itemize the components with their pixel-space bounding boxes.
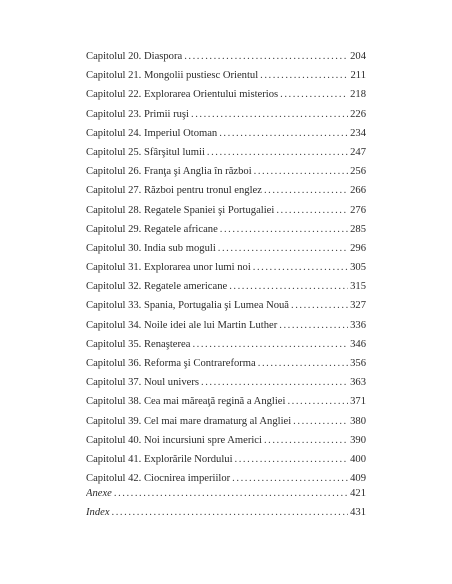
dot-leader: [207, 147, 348, 158]
dot-leader: [260, 70, 348, 81]
chapter-title: Capitolul 24. Imperiul Otoman: [86, 127, 218, 139]
dot-leader: [112, 507, 349, 518]
chapter-title: Capitolul 41. Explorările Nordului: [86, 453, 233, 465]
chapter-page-number: 256: [350, 166, 366, 178]
dot-leader: [229, 281, 348, 292]
chapter-entry: [86, 224, 366, 243]
chapter-title: Capitolul 38. Cea mai măreaţă regină a Angliei: [86, 396, 286, 408]
chapter-entry: [86, 185, 366, 204]
dot-leader: [184, 51, 348, 62]
dot-leader: [191, 109, 348, 120]
chapter-entry: [86, 377, 366, 396]
chapter-page-number: 409: [350, 473, 366, 485]
dot-leader: [293, 416, 348, 427]
chapter-page-number: 211: [350, 70, 366, 82]
annex-list: [86, 488, 366, 526]
chapter-entry: [86, 435, 366, 454]
chapter-page-number: 266: [350, 185, 366, 197]
chapter-title: Capitolul 36. Reforma şi Contrareforma: [86, 358, 256, 369]
chapter-page-number: 327: [350, 300, 366, 312]
chapter-page-number: 371: [350, 396, 366, 408]
chapter-title: Capitolul 20. Diaspora: [86, 51, 183, 62]
chapter-page-number: 247: [350, 146, 366, 158]
annex-entry: [86, 488, 366, 507]
annex-title: Anexe: [86, 488, 112, 499]
dot-leader: [280, 89, 348, 100]
dot-leader: [279, 320, 348, 331]
chapter-entry: [86, 128, 366, 147]
chapter-entry: [86, 166, 366, 185]
dot-leader: [232, 473, 348, 484]
chapter-page-number: 400: [350, 453, 366, 465]
chapter-entry: [86, 281, 366, 300]
chapter-page-number: 356: [350, 358, 366, 369]
annex-title: Index: [86, 507, 110, 519]
chapter-page-number: 305: [350, 262, 366, 274]
dot-leader: [218, 243, 348, 254]
chapter-title: Capitolul 26. Franţa şi Anglia în război: [86, 166, 252, 178]
chapter-title: Capitolul 33. Spania, Portugalia şi Lumea Nouă: [86, 300, 290, 312]
chapter-entry: [86, 205, 366, 224]
chapter-page-number: 363: [350, 377, 366, 389]
dot-leader: [253, 262, 348, 273]
dot-leader: [264, 435, 348, 446]
chapter-entry: [86, 147, 366, 166]
chapter-entry: [86, 70, 366, 89]
chapter-page-number: 390: [350, 434, 366, 446]
chapter-title: Capitolul 35. Renaşterea: [86, 338, 191, 350]
dot-leader: [192, 339, 348, 350]
chapter-entry: [86, 243, 366, 262]
chapter-entry: [86, 320, 366, 339]
dot-leader: [264, 185, 348, 196]
chapter-entry: [86, 109, 366, 128]
dot-leader: [220, 224, 348, 235]
chapter-title: Capitolul 27. Război pentru tronul englez: [86, 185, 262, 197]
chapter-title: Capitolul 39. Cel mai mare dramaturg al Angliei: [86, 415, 292, 427]
chapter-title: Capitolul 28. Regatele Spaniei şi Portugaliei: [86, 204, 275, 216]
chapter-title: Capitolul 30. India sub moguli: [86, 242, 216, 254]
chapter-title: Capitolul 25. Sfârşitul lumii: [86, 146, 205, 158]
dot-leader: [201, 377, 348, 388]
dot-leader: [254, 166, 348, 177]
dot-leader: [276, 205, 348, 216]
chapter-entry: [86, 339, 366, 358]
chapter-entry: [86, 396, 366, 415]
chapter-title: Capitolul 42. Ciocnirea imperiilor: [86, 473, 231, 485]
chapter-title: Capitolul 34. Noile idei ale lui Martin Luther: [86, 319, 278, 331]
chapter-page-number: 234: [350, 127, 366, 139]
dot-leader: [291, 300, 348, 311]
dot-leader: [258, 358, 348, 369]
annex-page-number: 431: [350, 507, 366, 519]
chapter-page-number: 315: [350, 281, 366, 293]
chapter-entry: [86, 416, 366, 435]
chapter-page-number: 336: [350, 319, 366, 331]
table-of-contents: [86, 51, 366, 492]
dot-leader: [235, 454, 349, 465]
annex-entry: [86, 507, 366, 526]
chapter-title: Capitolul 32. Regatele americane: [86, 281, 228, 293]
chapter-title: Capitolul 31. Explorarea unor lumi noi: [86, 262, 251, 274]
chapter-page-number: 285: [350, 223, 366, 235]
chapter-entry: [86, 358, 366, 377]
chapter-title: Capitolul 40. Noi incursiuni spre Americi: [86, 434, 262, 446]
chapter-entry: [86, 51, 366, 70]
chapter-title: Capitolul 23. Primii ruşi: [86, 108, 189, 120]
chapter-page-number: 346: [350, 338, 366, 350]
chapter-entry: [86, 454, 366, 473]
chapter-page-number: 380: [350, 415, 366, 427]
dot-leader: [219, 128, 348, 139]
dot-leader: [114, 488, 348, 499]
chapter-page-number: 218: [350, 89, 366, 101]
annex-page-number: 421: [350, 488, 366, 499]
chapter-title: Capitolul 29. Regatele africane: [86, 223, 218, 235]
chapter-entry: [86, 262, 366, 281]
chapter-page-number: 204: [350, 51, 366, 62]
dot-leader: [287, 396, 348, 407]
chapter-page-number: 296: [350, 242, 366, 254]
chapter-entry: [86, 300, 366, 319]
chapter-title: Capitolul 21. Mongolii pustiesc Orientul: [86, 70, 259, 82]
chapter-page-number: 226: [350, 108, 366, 120]
chapter-title: Capitolul 22. Explorarea Orientului misterios: [86, 89, 279, 101]
chapter-entry: [86, 89, 366, 108]
chapter-page-number: 276: [350, 204, 366, 216]
chapter-title: Capitolul 37. Noul univers: [86, 377, 199, 389]
